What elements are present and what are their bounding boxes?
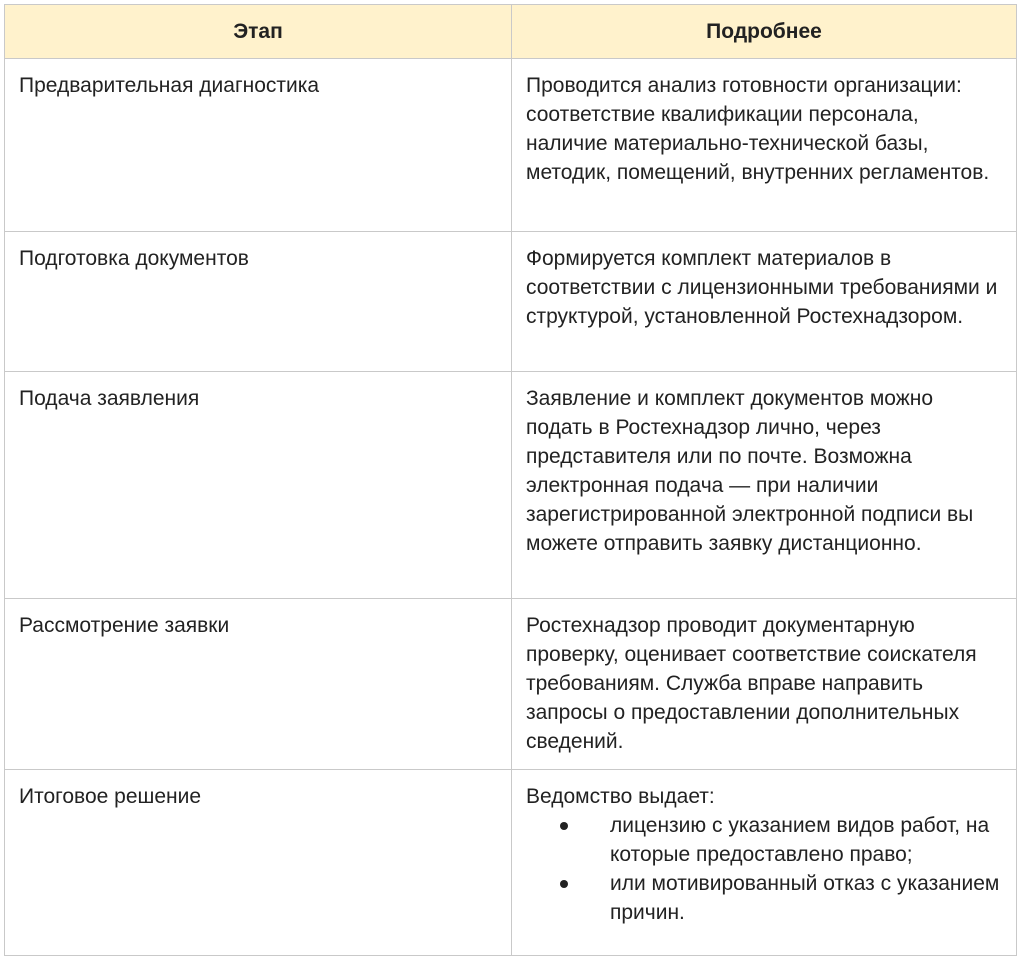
details-text: Ведомство выдает:: [526, 785, 715, 808]
stage-cell: Предварительная диагностика: [5, 59, 512, 232]
table-row: [5, 59, 1017, 232]
table-row: [5, 770, 1017, 956]
details-cell: [512, 59, 1017, 232]
details-text: Формируется комплект материалов в соответствии с лицензионными требованиями и структурой, установленной Ростехнадзором.: [526, 247, 998, 328]
list-item: или мотивированный отказ с указанием причин.: [592, 869, 1002, 927]
details-text: Заявление и комплект документов можно подать в Ростехнадзор лично, через представителя или по почте. Возможна электронная подача — при наличии зарегистрированной электронной подписи вы можете отправить заявку дистанционно.: [526, 387, 974, 555]
stages-table: [4, 4, 1017, 956]
stage-cell: Рассмотрение заявки: [5, 599, 512, 770]
header-stage: Этап: [5, 5, 512, 59]
header-details: Подробнее: [512, 5, 1017, 59]
details-cell: [512, 372, 1017, 599]
details-cell: [512, 770, 1017, 956]
decision-bullet-list: [526, 811, 1002, 927]
table-row: [5, 232, 1017, 372]
list-item: лицензию с указанием видов работ, на которые предоставлено право;: [592, 811, 1002, 869]
details-cell: [512, 599, 1017, 770]
table-row: [5, 599, 1017, 770]
details-cell: [512, 232, 1017, 372]
table-row: [5, 372, 1017, 599]
stage-cell: Итоговое решение: [5, 770, 512, 956]
stage-cell: Подготовка документов: [5, 232, 512, 372]
table-header-row: [5, 5, 1017, 59]
details-text: Ростехнадзор проводит документарную проверку, оценивает соответствие соискателя требованиям. Служба вправе направить запросы о предоставлении дополнительных сведений.: [526, 614, 977, 753]
details-text: Проводится анализ готовности организации: соответствие квалификации персонала, наличие материально-технической базы, методик, помещений, внутренних регламентов.: [526, 74, 990, 184]
stage-cell: Подача заявления: [5, 372, 512, 599]
